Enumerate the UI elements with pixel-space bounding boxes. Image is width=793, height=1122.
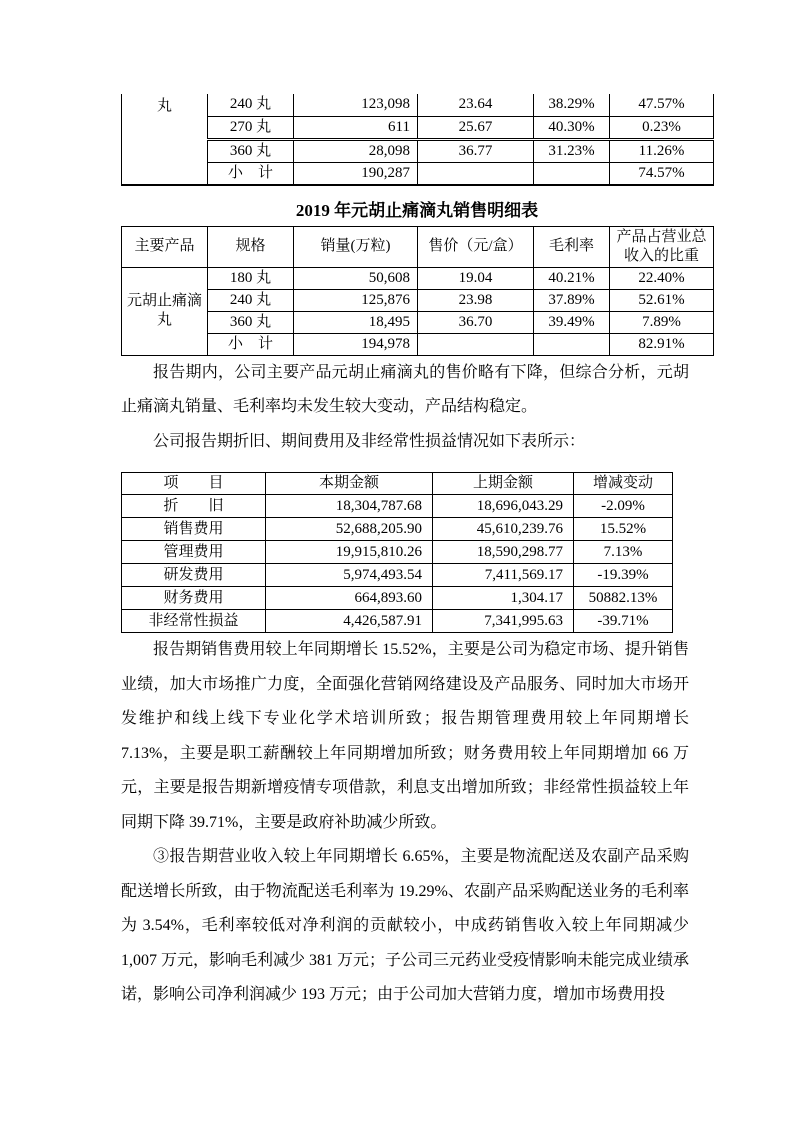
header-volume: 销量(万粒) bbox=[294, 226, 418, 267]
price-cell bbox=[418, 162, 534, 185]
prior-amount-cell: 18,590,298.77 bbox=[433, 541, 574, 564]
table-row bbox=[122, 311, 714, 333]
volume-cell: 190,287 bbox=[294, 162, 418, 185]
item-cell: 管理费用 bbox=[122, 541, 266, 564]
prior-amount-cell: 45,610,239.76 bbox=[433, 518, 574, 541]
expense-table bbox=[121, 472, 673, 633]
header-share: 产品占营业总收入的比重 bbox=[610, 226, 714, 267]
current-amount-cell: 4,426,587.91 bbox=[266, 610, 433, 633]
header-price: 售价（元/盒） bbox=[418, 226, 534, 267]
change-cell: -2.09% bbox=[574, 495, 673, 518]
volume-cell: 18,495 bbox=[294, 311, 418, 333]
change-cell: -19.39% bbox=[574, 564, 673, 587]
volume-cell: 28,098 bbox=[294, 139, 418, 162]
table-row bbox=[122, 94, 714, 116]
para-expense-table-intro: 公司报告期折旧、期间费用及非经常性损益情况如下表所示： bbox=[153, 432, 586, 450]
table-row bbox=[122, 587, 673, 610]
margin-cell bbox=[534, 162, 610, 185]
share-cell: 11.26% bbox=[610, 139, 714, 162]
table-row bbox=[122, 139, 714, 162]
share-cell: 22.40% bbox=[610, 267, 714, 289]
share-cell: 7.89% bbox=[610, 311, 714, 333]
spec-cell: 270 丸 bbox=[208, 116, 294, 139]
share-cell: 74.57% bbox=[610, 162, 714, 185]
price-cell: 23.98 bbox=[418, 289, 534, 311]
header-product: 主要产品 bbox=[122, 226, 208, 267]
spec-cell: 360 丸 bbox=[208, 139, 294, 162]
price-cell bbox=[418, 333, 534, 355]
current-amount-cell: 5,974,493.54 bbox=[266, 564, 433, 587]
margin-cell: 40.30% bbox=[534, 116, 610, 139]
table-row bbox=[122, 564, 673, 587]
share-cell: 0.23% bbox=[610, 116, 714, 139]
change-cell: 50882.13% bbox=[574, 587, 673, 610]
prior-amount-cell: 7,341,995.63 bbox=[433, 610, 574, 633]
table-row bbox=[122, 610, 673, 633]
table-row bbox=[122, 333, 714, 355]
item-cell: 财务费用 bbox=[122, 587, 266, 610]
product-cell: 元胡止痛滴丸 bbox=[122, 267, 208, 355]
margin-cell: 31.23% bbox=[534, 139, 610, 162]
margin-cell: 37.89% bbox=[534, 289, 610, 311]
price-cell: 36.70 bbox=[418, 311, 534, 333]
sales-detail-table-2019 bbox=[121, 226, 714, 356]
share-cell: 47.57% bbox=[610, 94, 714, 116]
current-amount-cell: 19,915,810.26 bbox=[266, 541, 433, 564]
subtotal-cell: 小 计 bbox=[208, 162, 294, 185]
subtotal-cell: 小 计 bbox=[208, 333, 294, 355]
current-amount-cell: 18,304,787.68 bbox=[266, 495, 433, 518]
margin-cell: 39.49% bbox=[534, 311, 610, 333]
price-cell: 19.04 bbox=[418, 267, 534, 289]
item-cell: 销售费用 bbox=[122, 518, 266, 541]
table-row bbox=[122, 289, 714, 311]
price-cell: 23.64 bbox=[418, 94, 534, 116]
product-carryover-cell: 丸 bbox=[122, 94, 208, 185]
header-prior: 上期金额 bbox=[433, 473, 574, 495]
table-row bbox=[122, 116, 714, 139]
header-current: 本期金额 bbox=[266, 473, 433, 495]
volume-cell: 611 bbox=[294, 116, 418, 139]
table-header-row bbox=[122, 226, 714, 267]
share-cell: 82.91% bbox=[610, 333, 714, 355]
table-row bbox=[122, 541, 673, 564]
price-cell: 25.67 bbox=[418, 116, 534, 139]
price-cell: 36.77 bbox=[418, 139, 534, 162]
change-cell: 15.52% bbox=[574, 518, 673, 541]
margin-cell: 38.29% bbox=[534, 94, 610, 116]
sales-detail-table-continuation bbox=[121, 94, 714, 186]
table-title: 2019 年元胡止痛滴丸销售明细表 bbox=[295, 200, 539, 220]
item-cell: 折 旧 bbox=[122, 495, 266, 518]
spec-cell: 360 丸 bbox=[208, 311, 294, 333]
current-amount-cell: 52,688,205.90 bbox=[266, 518, 433, 541]
volume-cell: 125,876 bbox=[294, 289, 418, 311]
volume-cell: 123,098 bbox=[294, 94, 418, 116]
share-cell: 52.61% bbox=[610, 289, 714, 311]
item-cell: 研发费用 bbox=[122, 564, 266, 587]
margin-cell bbox=[534, 333, 610, 355]
header-item: 项 目 bbox=[122, 473, 266, 495]
margin-cell: 40.21% bbox=[534, 267, 610, 289]
volume-cell: 194,978 bbox=[294, 333, 418, 355]
table-row bbox=[122, 495, 673, 518]
para-expense-change-analysis: 报告期销售费用较上年同期增长 15.52%，主要是公司为稳定市场、提升销售业绩，加大市场推广力度，全面强化营销网络建设及产品服务、同时加大市场开发维护和线上线下专业化学术培训所致；报告期管理费用较上年同期增长7.13%，主要是职工薪酬较上年同期增加所致；财务费用较上年同期增加 66 万元，主要是报告期新增疫情专项借款，利息支出增加所致；非经常性损益较上年同期下降 39.71%，主要是政府补助减少所致。 bbox=[121, 641, 689, 831]
change-cell: -39.71% bbox=[574, 610, 673, 633]
table-row bbox=[122, 518, 673, 541]
table-row bbox=[122, 267, 714, 289]
prior-amount-cell: 7,411,569.17 bbox=[433, 564, 574, 587]
header-change: 增减变动 bbox=[574, 473, 673, 495]
spec-cell: 240 丸 bbox=[208, 289, 294, 311]
para-product-price-analysis: 报告期内，公司主要产品元胡止痛滴丸的售价略有下降，但综合分析，元胡止痛滴丸销量、毛利率均未发生较大变动，产品结构稳定。 bbox=[121, 363, 689, 415]
current-amount-cell: 664,893.60 bbox=[266, 587, 433, 610]
spec-cell: 240 丸 bbox=[208, 94, 294, 116]
volume-cell: 50,608 bbox=[294, 267, 418, 289]
table-row bbox=[122, 162, 714, 185]
table-header-row bbox=[122, 473, 673, 495]
para-revenue-growth-analysis: ③报告期营业收入较上年同期增长 6.65%，主要是物流配送及农副产品采购配送增长所致，由于物流配送毛利率为 19.29%、农副产品采购配送业务的毛利率为 3.54%，毛利率较低对净利润的贡献较小，中成药销售收入较上年同期减少 1,007 万元，影响毛利减少 381 万元；子公司三元药业受疫情影响未能完成业绩承诺，影响公司净利润减少 193 万元；由于公司加大营销力度，增加市场费用投 bbox=[121, 848, 690, 1003]
header-margin: 毛利率 bbox=[534, 226, 610, 267]
prior-amount-cell: 1,304.17 bbox=[433, 587, 574, 610]
spec-cell: 180 丸 bbox=[208, 267, 294, 289]
item-cell: 非经常性损益 bbox=[122, 610, 266, 633]
prior-amount-cell: 18,696,043.29 bbox=[433, 495, 574, 518]
change-cell: 7.13% bbox=[574, 541, 673, 564]
header-spec: 规格 bbox=[208, 226, 294, 267]
